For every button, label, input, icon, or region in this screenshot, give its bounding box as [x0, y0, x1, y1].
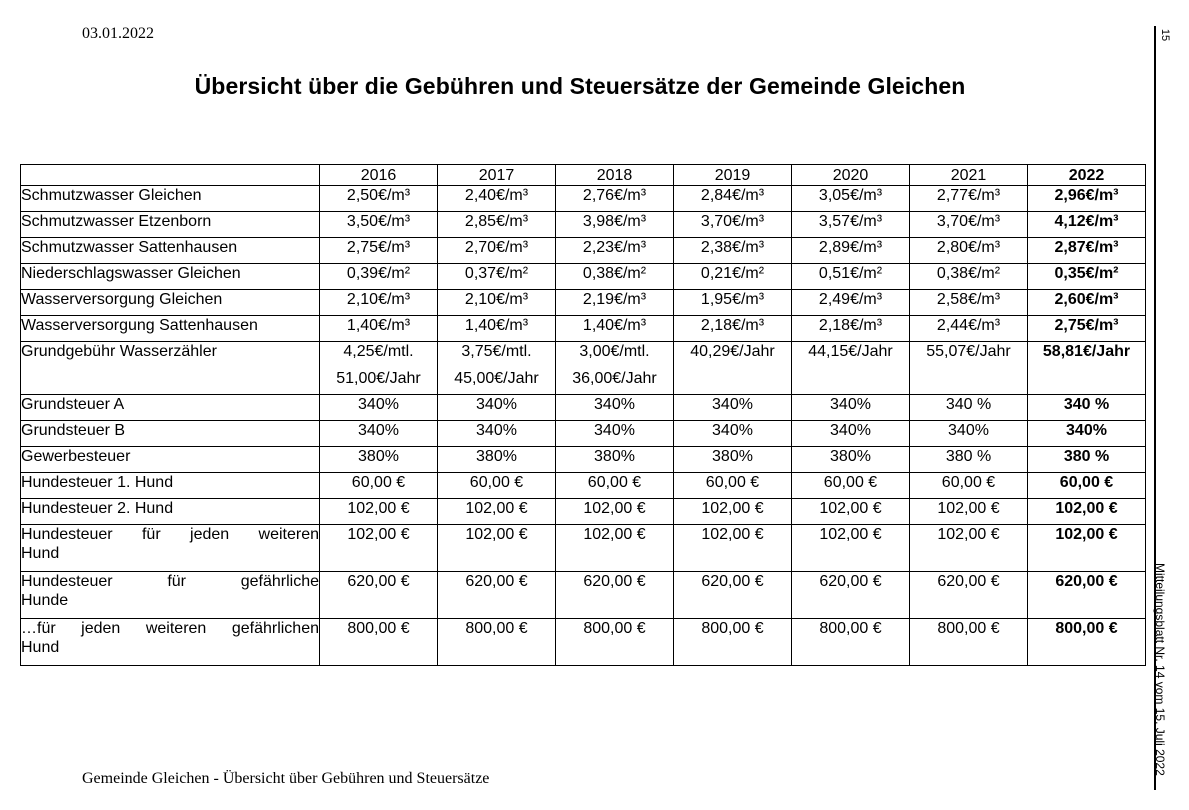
- value-cell: 340%: [438, 395, 556, 421]
- value-cell: 0,38€/m²: [910, 264, 1028, 290]
- table-row: [21, 290, 1146, 316]
- row-label: Schmutzwasser Etzenborn: [21, 212, 320, 238]
- value-cell: 102,00 €: [792, 525, 910, 572]
- value-cell: 2,76€/m³: [556, 186, 674, 212]
- table-row: [21, 186, 1146, 212]
- value-cell: 3,50€/m³: [320, 212, 438, 238]
- value-line1: 44,15€/Jahr: [808, 343, 893, 360]
- year-header: 2022: [1028, 165, 1146, 186]
- value-cell: 3,70€/m³: [910, 212, 1028, 238]
- fees-table: [20, 164, 1146, 666]
- value-cell: 800,00 €: [320, 619, 438, 666]
- value-cell: 2,10€/m³: [438, 290, 556, 316]
- value-cell: 60,00 €: [674, 473, 792, 499]
- value-cell: 620,00 €: [910, 572, 1028, 619]
- value-cell: 2,70€/m³: [438, 238, 556, 264]
- value-cell: 60,00 €: [910, 473, 1028, 499]
- row-label: Grundsteuer A: [21, 395, 320, 421]
- value-cell: 2,23€/m³: [556, 238, 674, 264]
- value-cell: 4,12€/m³: [1028, 212, 1146, 238]
- row-label: [21, 572, 320, 619]
- value-cell: 3,70€/m³: [674, 212, 792, 238]
- value-cell: 0,35€/m²: [1028, 264, 1146, 290]
- value-cell: [792, 342, 910, 395]
- value-cell: 102,00 €: [910, 499, 1028, 525]
- row-label: Grundgebühr Wasserzähler: [21, 342, 320, 395]
- value-cell: 2,58€/m³: [910, 290, 1028, 316]
- value-cell: 340%: [792, 421, 910, 447]
- value-cell: 340 %: [910, 395, 1028, 421]
- row-label: Niederschlagswasser Gleichen: [21, 264, 320, 290]
- table-row: [21, 421, 1146, 447]
- table-row: [21, 499, 1146, 525]
- value-cell: 102,00 €: [910, 525, 1028, 572]
- value-cell: [1028, 342, 1146, 395]
- value-line1: 4,25€/mtl.: [343, 343, 414, 360]
- table-row: [21, 395, 1146, 421]
- value-cell: [674, 342, 792, 395]
- value-cell: 340%: [674, 421, 792, 447]
- page-footer: Gemeinde Gleichen - Übersicht über Gebühren und Steuersätze: [82, 770, 490, 787]
- value-cell: [556, 342, 674, 395]
- value-cell: 380 %: [1028, 447, 1146, 473]
- value-cell: 2,77€/m³: [910, 186, 1028, 212]
- value-cell: 102,00 €: [320, 525, 438, 572]
- value-cell: 60,00 €: [320, 473, 438, 499]
- value-cell: 340%: [556, 421, 674, 447]
- value-cell: 380%: [674, 447, 792, 473]
- value-cell: 380 %: [910, 447, 1028, 473]
- value-line1: 40,29€/Jahr: [690, 343, 775, 360]
- row-label: [21, 525, 320, 572]
- value-cell: 60,00 €: [792, 473, 910, 499]
- row-label-line1: …für jeden weiteren gefährlichen: [21, 620, 319, 637]
- page-number: 15: [1159, 28, 1171, 42]
- table-row: [21, 264, 1146, 290]
- value-cell: 3,98€/m³: [556, 212, 674, 238]
- year-header: 2016: [320, 165, 438, 186]
- value-cell: 102,00 €: [674, 525, 792, 572]
- value-cell: 2,96€/m³: [1028, 186, 1146, 212]
- value-cell: 102,00 €: [792, 499, 910, 525]
- table-row: [21, 473, 1146, 499]
- year-header: 2018: [556, 165, 674, 186]
- year-header: 2021: [910, 165, 1028, 186]
- value-cell: 620,00 €: [1028, 572, 1146, 619]
- table-row: [21, 572, 1146, 619]
- value-cell: 2,84€/m³: [674, 186, 792, 212]
- value-cell: 0,39€/m²: [320, 264, 438, 290]
- value-cell: 102,00 €: [556, 499, 674, 525]
- value-line1: 55,07€/Jahr: [926, 343, 1011, 360]
- value-cell: 2,75€/m³: [320, 238, 438, 264]
- header-corner: [21, 165, 320, 186]
- value-cell: 2,49€/m³: [792, 290, 910, 316]
- value-cell: [438, 342, 556, 395]
- table-header-row: [21, 165, 1146, 186]
- value-cell: 102,00 €: [438, 499, 556, 525]
- value-cell: 800,00 €: [792, 619, 910, 666]
- row-label: Schmutzwasser Gleichen: [21, 186, 320, 212]
- year-header: 2017: [438, 165, 556, 186]
- row-label-line2: Hund: [21, 639, 60, 656]
- value-cell: 800,00 €: [910, 619, 1028, 666]
- table-row: [21, 316, 1146, 342]
- value-cell: 2,50€/m³: [320, 186, 438, 212]
- value-cell: 2,85€/m³: [438, 212, 556, 238]
- value-cell: 620,00 €: [320, 572, 438, 619]
- value-cell: 340%: [1028, 421, 1146, 447]
- side-caption: Mitteilungsblatt Nr. 14 vom 15. Juli 2022: [1153, 563, 1167, 776]
- value-cell: 102,00 €: [556, 525, 674, 572]
- value-cell: 60,00 €: [1028, 473, 1146, 499]
- row-label: Schmutzwasser Sattenhausen: [21, 238, 320, 264]
- table-row: [21, 525, 1146, 572]
- value-cell: 340%: [792, 395, 910, 421]
- value-cell: 2,75€/m³: [1028, 316, 1146, 342]
- value-cell: 800,00 €: [556, 619, 674, 666]
- value-line2: 51,00€/Jahr: [336, 370, 421, 387]
- value-cell: 340%: [556, 395, 674, 421]
- row-label-line1: Hundesteuer für jeden weiteren: [21, 526, 319, 543]
- value-cell: 2,60€/m³: [1028, 290, 1146, 316]
- value-cell: 1,40€/m³: [438, 316, 556, 342]
- value-cell: 800,00 €: [1028, 619, 1146, 666]
- value-cell: 620,00 €: [792, 572, 910, 619]
- value-cell: 0,38€/m²: [556, 264, 674, 290]
- value-cell: 620,00 €: [438, 572, 556, 619]
- page-title: Übersicht über die Gebühren und Steuersätze der Gemeinde Gleichen: [194, 73, 966, 99]
- value-cell: 102,00 €: [1028, 525, 1146, 572]
- value-line1: 3,75€/mtl.: [461, 343, 532, 360]
- value-cell: 340%: [910, 421, 1028, 447]
- value-cell: 102,00 €: [1028, 499, 1146, 525]
- value-line2: 36,00€/Jahr: [572, 370, 657, 387]
- value-cell: 3,05€/m³: [792, 186, 910, 212]
- value-cell: 380%: [556, 447, 674, 473]
- value-cell: 102,00 €: [674, 499, 792, 525]
- value-line2: 45,00€/Jahr: [454, 370, 539, 387]
- value-cell: 2,40€/m³: [438, 186, 556, 212]
- value-cell: 2,38€/m³: [674, 238, 792, 264]
- value-cell: 2,44€/m³: [910, 316, 1028, 342]
- table-row: [21, 447, 1146, 473]
- row-label: Wasserversorgung Sattenhausen: [21, 316, 320, 342]
- value-cell: 380%: [792, 447, 910, 473]
- row-label-line2: Hund: [21, 545, 60, 562]
- value-cell: 102,00 €: [438, 525, 556, 572]
- value-cell: 1,40€/m³: [556, 316, 674, 342]
- value-cell: 380%: [438, 447, 556, 473]
- value-cell: 340%: [674, 395, 792, 421]
- row-label: Grundsteuer B: [21, 421, 320, 447]
- value-cell: 0,21€/m²: [674, 264, 792, 290]
- table-row: [21, 238, 1146, 264]
- value-cell: 380%: [320, 447, 438, 473]
- value-cell: 340 %: [1028, 395, 1146, 421]
- value-cell: 2,87€/m³: [1028, 238, 1146, 264]
- value-cell: [320, 342, 438, 395]
- value-cell: 0,51€/m²: [792, 264, 910, 290]
- year-header: 2020: [792, 165, 910, 186]
- value-cell: 340%: [438, 421, 556, 447]
- value-cell: 620,00 €: [674, 572, 792, 619]
- value-cell: 340%: [320, 421, 438, 447]
- table-row: [21, 212, 1146, 238]
- row-label-line1: Hundesteuer für gefährliche: [21, 573, 319, 590]
- year-header: 2019: [674, 165, 792, 186]
- value-cell: 800,00 €: [674, 619, 792, 666]
- value-cell: 620,00 €: [556, 572, 674, 619]
- value-cell: 800,00 €: [438, 619, 556, 666]
- value-cell: 2,18€/m³: [674, 316, 792, 342]
- value-cell: 2,10€/m³: [320, 290, 438, 316]
- value-cell: 2,89€/m³: [792, 238, 910, 264]
- value-line1: 3,00€/mtl.: [579, 343, 650, 360]
- value-cell: [910, 342, 1028, 395]
- table-row: [21, 619, 1146, 666]
- row-label: Gewerbesteuer: [21, 447, 320, 473]
- value-cell: 60,00 €: [556, 473, 674, 499]
- value-line1: 58,81€/Jahr: [1042, 343, 1131, 360]
- value-cell: 3,57€/m³: [792, 212, 910, 238]
- value-cell: 1,40€/m³: [320, 316, 438, 342]
- document-date: 03.01.2022: [82, 25, 154, 42]
- row-label: [21, 619, 320, 666]
- value-cell: 0,37€/m²: [438, 264, 556, 290]
- value-cell: 2,19€/m³: [556, 290, 674, 316]
- row-label: Hundesteuer 1. Hund: [21, 473, 320, 499]
- table-row: [21, 342, 1146, 395]
- row-label: Hundesteuer 2. Hund: [21, 499, 320, 525]
- row-label: Wasserversorgung Gleichen: [21, 290, 320, 316]
- value-cell: 60,00 €: [438, 473, 556, 499]
- value-cell: 2,18€/m³: [792, 316, 910, 342]
- value-cell: 2,80€/m³: [910, 238, 1028, 264]
- value-cell: 340%: [320, 395, 438, 421]
- value-cell: 102,00 €: [320, 499, 438, 525]
- value-cell: 1,95€/m³: [674, 290, 792, 316]
- row-label-line2: Hunde: [21, 592, 69, 609]
